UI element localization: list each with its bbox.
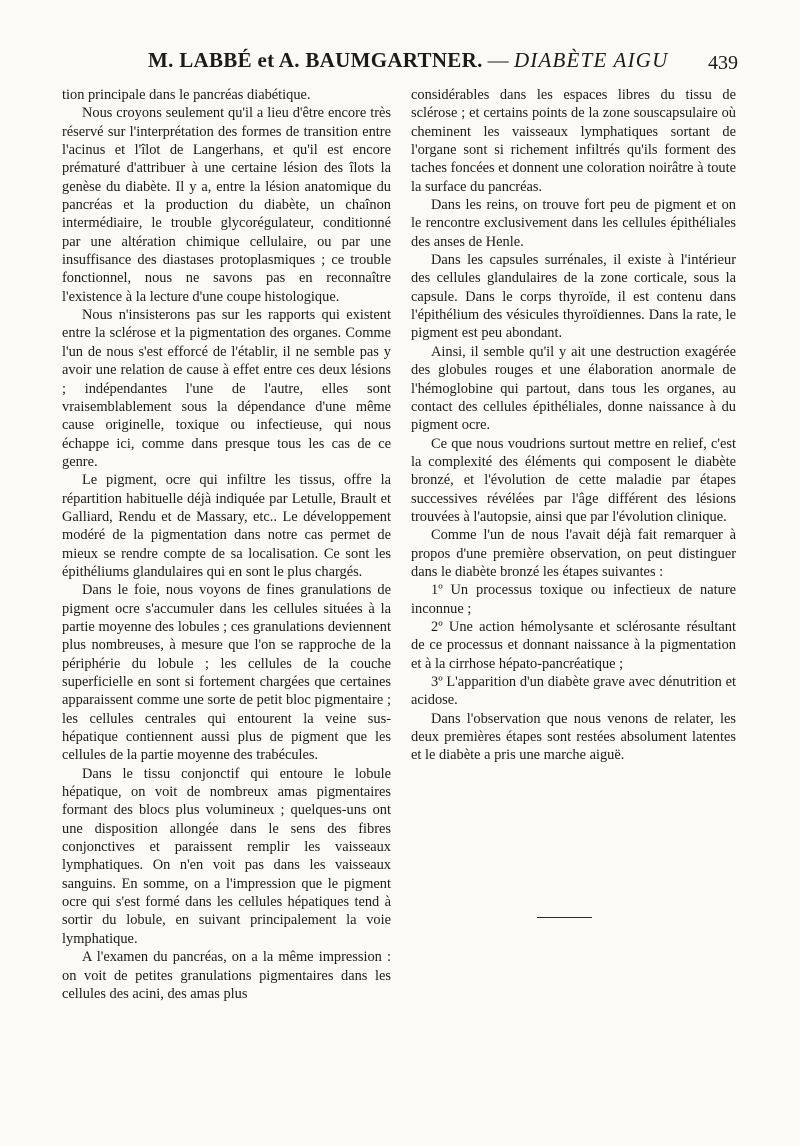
paragraph: Le pigment, ocre qui infiltre les tissus, offre la répartition habituelle déjà indiquée par Letulle, Brault et Galliard, Rendu et de Massary, etc.. Le développement modéré de la pigmentation dans notre cas permet de mieux se rendre compte de sa localisation. Ce sont les épithéliums glandulaires qui en sont le plus chargés. bbox=[62, 472, 391, 580]
header-dash: — bbox=[487, 48, 509, 72]
paragraph: Dans l'observation que nous venons de relater, les deux premières étapes sont restées absolument latentes et le diabète a pris une marche aiguë. bbox=[411, 710, 736, 764]
paragraph: Dans le tissu conjonctif qui entoure le lobule hépatique, on voit de nombreux amas pigmentaires formant des blocs plus volumineux ; quelques-uns ont une disposition allongée dans le sens des fibres conjonctives et paraissent remplir les vaisseaux lymphatiques. On n'en voit pas dans les vaisseaux sanguins. En somme, on a l'impression que le pigment ocre qui s'est formé dans les cellules hépatiques tend à sortir du lobule, en suivant principalement la voie lymphatique. bbox=[62, 765, 391, 947]
header-authors: M. LABBÉ et A. BAUMGARTNER. bbox=[148, 48, 483, 72]
paragraph: tion principale dans le pancréas diabétique. bbox=[62, 87, 311, 103]
paragraph: Nous croyons seulement qu'il a lieu d'être encore très réservé sur l'interprétation des formes de transition entre l'acinus et l'îlot de Langerhans, et qu'il est encore prématuré d'attribuer à une certaine lésion des îlots la genèse du diabète. Il y a, entre la lésion anatomique du pancréas et la production du diabète, un chaînon intermédiaire, le trouble glycorégulateur, conditionné par une altération chimique cellulaire, ou par une insuffisance des diastases protoplasmiques ; ce trouble fonctionnel, nous ne savons pas en reconnaître l'existence à la lecture d'une coupe histologique. bbox=[62, 105, 391, 305]
list-item: 1º Un processus toxique ou infectieux de nature inconnue ; bbox=[411, 582, 736, 617]
page-number: 439 bbox=[708, 52, 738, 74]
list-item: 3º L'apparition d'un diabète grave avec dénutrition et acidose. bbox=[411, 674, 736, 709]
right-column bbox=[411, 86, 736, 765]
running-header bbox=[60, 40, 750, 80]
header-article-title: DIABÈTE AIGU bbox=[513, 48, 669, 72]
paragraph: Dans les reins, on trouve fort peu de pigment et on le rencontre exclusivement dans les cellules épithéliales des anses de Henle. bbox=[411, 197, 736, 250]
paragraph: Dans les capsules surrénales, il existe à l'intérieur des cellules glandulaires de la zone corticale, sous la capsule. Dans le corps thyroïde, il est contenu dans l'épithélium des vésicules thyroïdiennes. Dans la rate, le pigment est peu abondant. bbox=[411, 252, 736, 342]
paragraph: Nous n'insisterons pas sur les rapports qui existent entre la sclérose et la pigmentation des organes. Comme l'un de nous s'est efforcé de l'établir, il ne semble pas y avoir une relation de cause à effet entre ces deux lésions ; indépendantes l'une de l'autre, elles sont vraisemblablement sous la dépendance d'une même cause originelle, toxique ou infectieuse, qui nous échappe ici, comme dans presque tous les cas de ce genre. bbox=[62, 307, 391, 470]
paragraph: Ainsi, il semble qu'il y ait une destruction exagérée des globules rouges et une élaboration anormale de l'hémoglobine qui partout, dans tous les organes, au contact des cellules épithéliales, donne naissance à du pigment ocre. bbox=[411, 343, 736, 434]
paragraph: Comme l'un de nous l'avait déjà fait remarquer à propos d'une première observation, on peut distinguer dans le diabète bronzé les étapes suivantes : bbox=[411, 527, 736, 580]
list-item: 2º Une action hémolysante et sclérosante résultant de ce processus et donnant naissance à la pigmentation et à la cirrhose hépato-pancréatique ; bbox=[411, 618, 736, 672]
left-column bbox=[62, 86, 391, 1003]
header-title bbox=[148, 48, 669, 73]
paragraph: Dans le foie, nous voyons de fines granulations de pigment ocre s'accumuler dans les cellules situées à la partie moyenne des lobules ; ces granulations deviennent plus nombreuses, à mesure que l'on se rapproche de la périphérie du lobule ; les cellules de la couche superficielle en sont si fortement chargées que certaines apparaissent comme une sorte de petit bloc pigmentaire ; les cellules centrales qui entourent la veine sus-hépatique contiennent aussi plus de pigment que les cellules de la partie moyenne des trabécules. bbox=[62, 582, 391, 764]
paragraph: considérables dans les espaces libres du tissu de sclérose ; et certains points de la zone souscapsulaire où cheminent les vaisseaux lymphatiques sortant de l'organe sont si richement infiltrés qu'ils forment des taches foncées et donnent une coloration noirâtre à toute la surface du pancréas. bbox=[411, 87, 736, 195]
paragraph: Ce que nous voudrions surtout mettre en relief, c'est la complexité des éléments qui composent le diabète bronzé, et l'évolution de cette maladie par étapes successives révélées par l'âge différent des lésions trouvées à l'autopsie, ainsi que par l'évolution clinique. bbox=[411, 435, 736, 525]
section-end-rule bbox=[537, 917, 592, 918]
paragraph: A l'examen du pancréas, on a la même impression : on voit de petites granulations pigmentaires dans les cellules des acini, des amas plus bbox=[62, 949, 391, 1002]
